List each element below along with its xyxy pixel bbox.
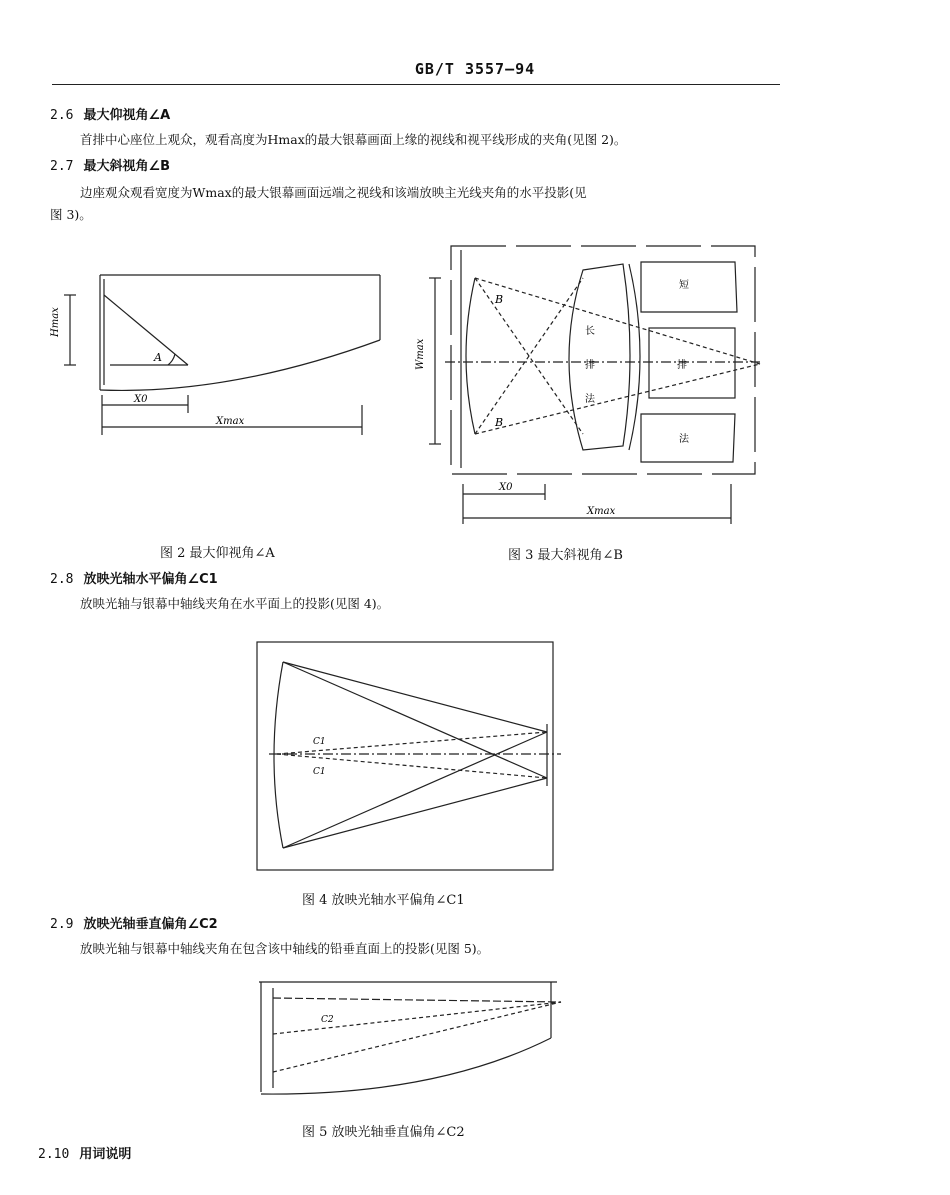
c2-label: C2 <box>321 1015 334 1025</box>
screen-arc <box>274 662 283 848</box>
hmax-label: Hmax <box>50 307 61 337</box>
figure-3-diagram <box>415 238 775 528</box>
section-number: 2.8 <box>50 572 74 587</box>
section-number: 2.7 <box>50 159 74 174</box>
xmax-label: Xmax <box>587 506 616 517</box>
figure-5-caption: 图 5 放映光轴垂直偏角∠C2 <box>302 1125 465 1140</box>
angle-b-bottom-label: B <box>495 416 504 429</box>
section-title: 最大仰视角∠A <box>83 108 171 123</box>
angle-a-arc <box>168 354 175 365</box>
fa-label-right: 法 <box>679 434 689 445</box>
section-2-9-body: 放映光轴与银幕中轴线夹角在包含该中轴线的铅垂直面上的投影(见图 5)。 <box>80 941 490 956</box>
section-title: 最大斜视角∠B <box>83 159 171 174</box>
figure-2-diagram <box>50 265 390 445</box>
section-2-10-heading <box>38 1143 131 1162</box>
c1-lower-label: C1 <box>313 767 326 777</box>
section-title: 放映光轴垂直偏角∠C2 <box>83 917 218 932</box>
section-number: 2.6 <box>50 108 74 123</box>
chang-label: 长 <box>585 326 595 337</box>
screen-arc <box>466 278 475 434</box>
angle-b-top-label: B <box>495 293 504 306</box>
section-title: 用词说明 <box>79 1147 132 1162</box>
section-2-6-body: 首排中心座位上观众，观看高度为Hmax的最大银幕画面上缘的视线和视平线形成的夹角(见图 2)。 <box>80 132 627 147</box>
section-title: 放映光轴水平偏角∠C1 <box>83 572 218 587</box>
axis-line-top <box>273 998 561 1002</box>
header-rule <box>52 84 780 85</box>
arc-row <box>629 264 640 450</box>
floor-curve <box>261 1038 551 1094</box>
section-2-7-heading <box>50 155 170 174</box>
ray-bottom-a <box>283 732 547 848</box>
ray-bottom <box>273 1002 561 1072</box>
projection-axis <box>273 1002 561 1034</box>
xmax-label: Xmax <box>216 416 245 427</box>
section-2-7-body-line2: 图 3)。 <box>50 207 92 222</box>
section-2-7-body-line1: 边座观众观看宽度为Wmax的最大银幕画面远端之视线和该端放映主光线夹角的水平投影(见 <box>80 185 587 200</box>
section-number: 2.9 <box>50 917 74 932</box>
x0-label: X0 <box>134 394 148 405</box>
section-2-8-body: 放映光轴与银幕中轴线夹角在水平面上的投影(见图 4)。 <box>80 596 390 611</box>
section-number: 2.10 <box>38 1147 70 1162</box>
top-seating-block <box>641 262 737 312</box>
sightline-top <box>475 278 760 364</box>
duan-label: 短 <box>679 280 689 291</box>
section-2-6-heading <box>50 104 170 123</box>
figure-4-diagram <box>255 640 565 875</box>
figure-5-diagram <box>255 978 565 1098</box>
angle-a-label: A <box>154 351 162 364</box>
section-2-8-heading <box>50 568 218 587</box>
fa-label-left: 法 <box>585 394 595 405</box>
pai-label-left: 排 <box>585 360 595 371</box>
x0-label: X0 <box>499 482 513 493</box>
section-2-9-heading <box>50 913 218 932</box>
page-header: GB/T 3557—94 <box>414 60 536 78</box>
figure-4-caption: 图 4 放映光轴水平偏角∠C1 <box>302 893 465 908</box>
long-seating-area <box>569 264 630 450</box>
sightline-bottom <box>475 364 760 434</box>
figure-2-caption: 图 2 最大仰视角∠A <box>160 546 275 561</box>
ray-top-a <box>283 662 547 732</box>
wmax-label: Wmax <box>415 338 426 370</box>
ray-top-b <box>283 662 547 778</box>
hall-outline <box>451 246 755 474</box>
pai-label-right: 排 <box>677 360 687 371</box>
figure-3-caption: 图 3 最大斜视角∠B <box>508 548 623 563</box>
c1-upper-label: C1 <box>313 737 326 747</box>
ray-bottom-b <box>283 778 547 848</box>
